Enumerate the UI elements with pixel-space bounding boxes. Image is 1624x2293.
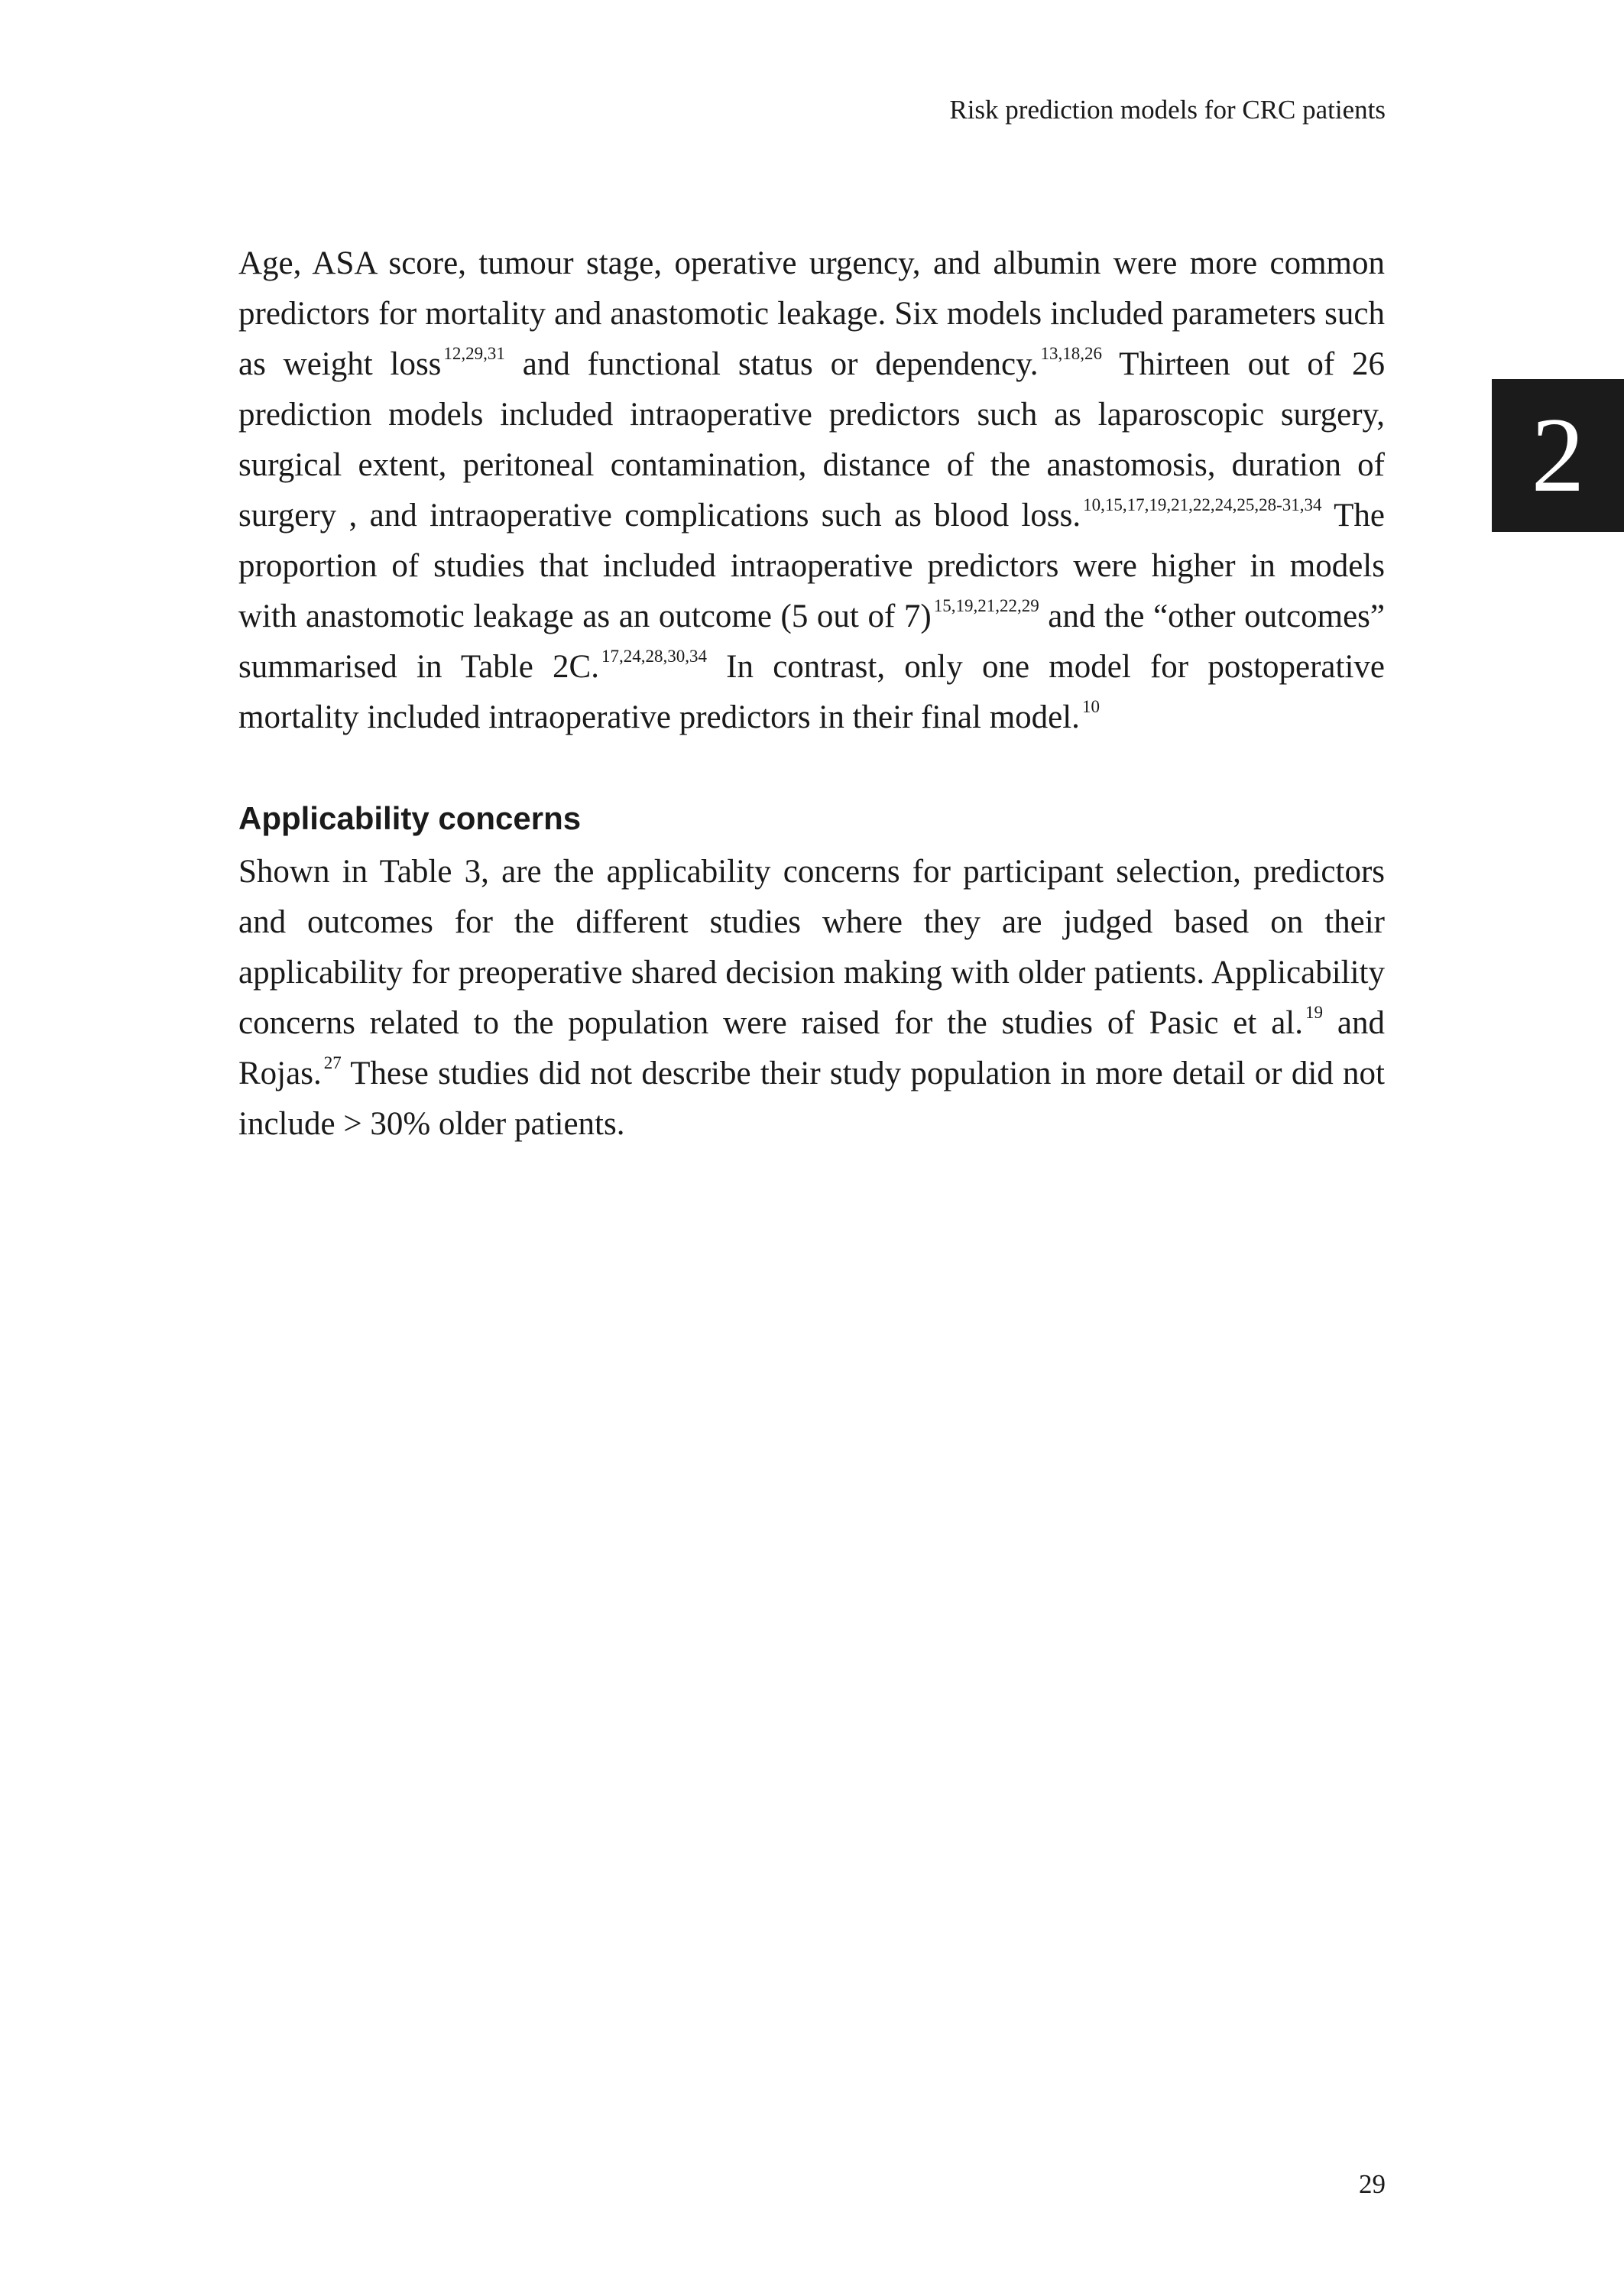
paragraph-applicability bbox=[238, 847, 1385, 1150]
paragraph-text: Thirteen out of 26 prediction models included intraoperative predictors such as laparoscopic surgery, surgical extent, peritoneal contamination, distance of the anastomosis, duration of surgery , and intraoperative complications such as blood loss. bbox=[238, 346, 1385, 534]
paragraph-text: In contrast, only one model for postoperative mortality included intraoperative predictors in their final model. bbox=[238, 649, 1385, 735]
page-number: 29 bbox=[1359, 2169, 1386, 2199]
paragraph-text: These studies did not describe their study population in more detail or did not include > 30% older patients. bbox=[238, 1056, 1385, 1142]
paragraph-text: Age, ASA score, tumour stage, operative urgency, and albumin were more common predictors for mortality and anastomotic leakage. Six models included parameters such as weight loss bbox=[238, 245, 1385, 382]
citation-reference: 17,24,28,30,34 bbox=[601, 647, 707, 666]
paragraph-text: Shown in Table 3, are the applicability concerns for participant selection, predictors and outcomes for the different studies where they are judged based on their applicability for preoperative shared decision making with older patients. Applicability concerns related to the population were raised for the studies of Pasic et al. bbox=[238, 854, 1385, 1041]
paragraph-text: and functional status or dependency. bbox=[504, 346, 1039, 382]
running-header: Risk prediction models for CRC patients bbox=[949, 95, 1386, 125]
citation-reference: 10,15,17,19,21,22,24,25,28-31,34 bbox=[1083, 495, 1322, 514]
paragraph-text: and Rojas. bbox=[238, 1005, 1385, 1091]
citation-reference: 15,19,21,22,29 bbox=[933, 596, 1039, 615]
main-content bbox=[238, 238, 1385, 1150]
citation-reference: 10 bbox=[1081, 697, 1100, 716]
paragraph-text: and the “other outcomes” summarised in Table 2C. bbox=[238, 598, 1385, 685]
chapter-number: 2 bbox=[1531, 396, 1585, 514]
chapter-tab bbox=[1492, 379, 1624, 532]
section-heading: Applicability concerns bbox=[238, 800, 582, 836]
citation-reference: 13,18,26 bbox=[1040, 344, 1103, 363]
citation-reference: 27 bbox=[323, 1053, 342, 1072]
paragraph-text: The proportion of studies that included intraoperative predictors were higher in models with anastomotic leakage as an outcome (5 out of 7) bbox=[238, 498, 1385, 634]
citation-reference: 19 bbox=[1305, 1003, 1324, 1022]
citation-reference: 12,29,31 bbox=[443, 344, 505, 363]
paragraph-predictors bbox=[238, 238, 1385, 743]
